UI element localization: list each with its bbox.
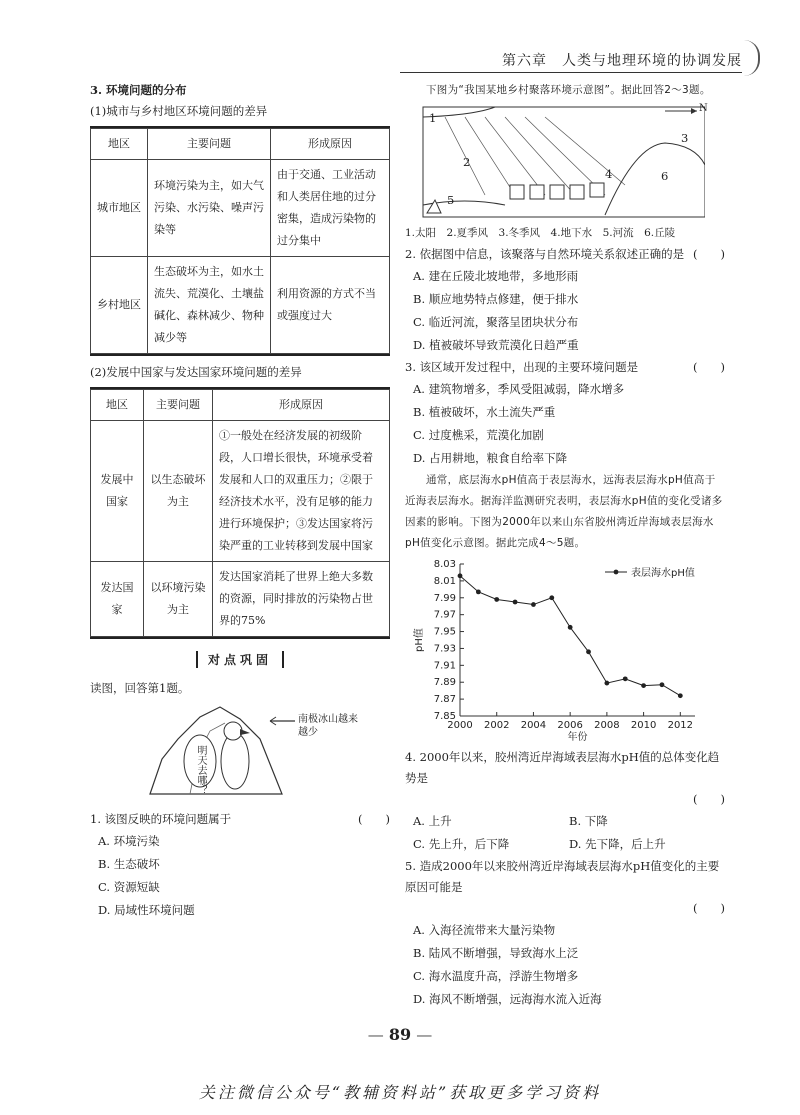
question-3-stem bbox=[405, 357, 725, 378]
subheading-2: (2)发展中国家与发达国家环境问题的差异 bbox=[90, 365, 302, 379]
option-b[interactable]: B. 下降 bbox=[569, 814, 608, 828]
legend-marker bbox=[614, 570, 619, 575]
table-cell: 发展中国家 bbox=[91, 421, 144, 562]
x-tick-label: 2002 bbox=[483, 720, 510, 731]
y-tick-label: 7.97 bbox=[433, 609, 456, 621]
data-point bbox=[660, 682, 665, 687]
y-tick-label: 7.85 bbox=[433, 711, 456, 722]
urban-rural-table bbox=[90, 126, 390, 356]
answer-blank[interactable]: ( ) bbox=[358, 812, 390, 826]
series-line bbox=[460, 576, 680, 696]
option-c[interactable]: C. 过度樵采，荒漠化加剧 bbox=[413, 428, 544, 442]
data-point bbox=[641, 683, 646, 688]
diagram-num-1: 1 bbox=[429, 111, 437, 125]
y-tick-label: 7.95 bbox=[433, 626, 456, 638]
practice-label-text: 对点巩固 bbox=[196, 651, 284, 668]
y-tick-label: 7.99 bbox=[433, 592, 456, 604]
diagram-num-3: 3 bbox=[681, 131, 689, 145]
data-point bbox=[513, 600, 518, 605]
diagram-num-6: 6 bbox=[661, 169, 669, 183]
table-header: 地区 bbox=[91, 390, 144, 421]
data-point bbox=[678, 693, 683, 698]
table-cell: 以环境污染为主 bbox=[144, 562, 213, 637]
question-4-stem bbox=[405, 747, 725, 789]
table-cell: 利用资源的方式不当或强度过大 bbox=[271, 257, 390, 354]
x-tick-label: 2006 bbox=[557, 720, 583, 731]
question-text: 3. 该区域开发过程中，出现的主要环境问题是 bbox=[405, 360, 639, 374]
x-tick-label: 2004 bbox=[520, 720, 547, 731]
data-point bbox=[494, 597, 499, 602]
north-arrow-label: N bbox=[699, 103, 708, 114]
table-header: 形成原因 bbox=[213, 390, 390, 421]
option-b[interactable]: B. 陆风不断增强，导致海水上泛 bbox=[413, 946, 579, 960]
passage-text: 通常，底层海水pH值高于表层海水，远海表层海水pH值高于近海表层海水。据海洋监测研究表明，表层海水pH值的变化受诸多因素的影响。下图为2000年以来山东省胶州湾近岸海域表层海水pH值变化示意图。据此完成4～5题。 bbox=[405, 474, 723, 549]
page-number: 89 bbox=[388, 1025, 412, 1044]
option-b[interactable]: B. 植被破坏，水土流失严重 bbox=[413, 405, 556, 419]
table-cell: 发达国家消耗了世界上绝大多数的资源，同时排放的污染物占世界的75% bbox=[213, 562, 390, 637]
option-a[interactable]: A. 入海径流带来大量污染物 bbox=[413, 923, 556, 937]
option-c[interactable]: C. 临近河流，聚落呈团块状分布 bbox=[413, 315, 579, 329]
ph-line-chart bbox=[405, 554, 715, 744]
section-title: 3. 环境问题的分布 bbox=[90, 83, 187, 97]
option-c[interactable]: C. 先上升，后下降 bbox=[413, 837, 510, 851]
table-row bbox=[91, 421, 390, 562]
option-d[interactable]: D. 海风不断增强，远海海水流入近海 bbox=[413, 992, 602, 1006]
practice-section-label bbox=[90, 651, 390, 668]
answer-blank[interactable]: ( ) bbox=[693, 901, 725, 915]
left-column bbox=[90, 80, 390, 922]
table-cell: 生态破坏为主，如水土流失、荒漠化、土壤盐碱化、森林减少、物种减少等 bbox=[148, 257, 271, 354]
question-text: 1. 该图反映的环境问题属于 bbox=[90, 812, 232, 826]
option-d[interactable]: D. 植被破坏导致荒漠化日趋严重 bbox=[413, 338, 579, 352]
diagram-num-4: 4 bbox=[605, 167, 613, 181]
question-text: 2. 依据图中信息，该聚落与自然环境关系叙述正确的是 bbox=[405, 247, 685, 261]
data-point bbox=[604, 681, 609, 686]
legend-label: 表层海水pH值 bbox=[631, 568, 695, 579]
table-header: 主要问题 bbox=[144, 390, 213, 421]
chapter-header: 第六章 人类与地理环境的协调发展 bbox=[502, 53, 742, 69]
iceberg-label: 南极冰山越来越少 bbox=[298, 714, 358, 738]
y-tick-label: 8.01 bbox=[433, 575, 456, 587]
options-row bbox=[405, 810, 725, 833]
option-a[interactable]: A. 环境污染 bbox=[98, 834, 160, 848]
page-dash-left: — bbox=[367, 1025, 389, 1044]
table-header: 形成原因 bbox=[271, 129, 390, 160]
diagram-num-5: 5 bbox=[447, 193, 455, 207]
penguin-cartoon bbox=[90, 699, 390, 799]
option-a[interactable]: A. 建筑物增多，季风受阻减弱，降水增多 bbox=[413, 382, 625, 396]
option-b[interactable]: B. 顺应地势特点修建，便于排水 bbox=[413, 292, 579, 306]
table-row bbox=[91, 562, 390, 637]
intro-text: 下图为“我国某地乡村聚落环境示意图”。据此回答2～3题。 bbox=[426, 84, 711, 96]
question-5-blank-row bbox=[405, 898, 725, 919]
y-tick-label: 7.93 bbox=[433, 643, 456, 655]
diagram-num-2: 2 bbox=[463, 155, 471, 169]
y-tick-label: 7.91 bbox=[433, 660, 456, 672]
x-tick-label: 2000 bbox=[447, 720, 473, 731]
table-cell: 乡村地区 bbox=[91, 257, 148, 354]
header-rule bbox=[400, 72, 742, 73]
table-cell: ①一般处在经济发展的初级阶段，人口增长很快，环境承受着发展和人口的双重压力；②限于经济技术水平，没有足够的能力进行环境保护；③发达国家将污染严重的工业转移到发展中国家 bbox=[213, 421, 390, 562]
y-tick-label: 7.89 bbox=[433, 677, 456, 689]
right-column bbox=[405, 80, 725, 1011]
options-row bbox=[405, 833, 725, 856]
option-c[interactable]: C. 资源短缺 bbox=[98, 880, 160, 894]
header-bracket-mark bbox=[744, 40, 760, 76]
x-axis-label: 年份 bbox=[567, 732, 588, 743]
question-text: 4. 2000年以来，胶州湾近岸海域表层海水pH值的总体变化趋势是 bbox=[405, 750, 720, 785]
data-point bbox=[568, 625, 573, 630]
table-cell: 发达国家 bbox=[91, 562, 144, 637]
x-tick-label: 2012 bbox=[667, 720, 694, 731]
table-cell: 以生态破坏为主 bbox=[144, 421, 213, 562]
y-tick-label: 8.03 bbox=[433, 559, 456, 570]
data-point bbox=[476, 589, 481, 594]
developing-developed-table bbox=[90, 387, 390, 639]
question-text: 5. 造成2000年以来胶州湾近岸海域表层海水pH值变化的主要原因可能是 bbox=[405, 859, 720, 894]
table-cell: 由于交通、工业活动和人类居住地的过分密集，造成污染物的过分集中 bbox=[271, 160, 390, 257]
option-d[interactable]: D. 先下降，后上升 bbox=[569, 837, 666, 851]
data-point bbox=[549, 595, 554, 600]
option-c[interactable]: C. 海水温度升高，浮游生物增多 bbox=[413, 969, 579, 983]
question-2-stem bbox=[405, 244, 725, 265]
option-a[interactable]: A. 建在丘陵北坡地带，多地形雨 bbox=[413, 269, 579, 283]
data-point bbox=[531, 602, 536, 607]
option-a[interactable]: A. 上升 bbox=[413, 814, 452, 828]
speech-bubble-text: 明天去哪？ bbox=[195, 745, 206, 795]
question-1-stem bbox=[90, 809, 390, 830]
y-tick-label: 7.87 bbox=[433, 694, 456, 706]
village-diagram bbox=[405, 105, 725, 223]
option-b[interactable]: B. 生态破坏 bbox=[98, 857, 160, 871]
data-point bbox=[458, 573, 463, 578]
read-prompt: 读图，回答第1题。 bbox=[90, 681, 190, 695]
diagram-legend: 1.太阳 2.夏季风 3.冬季风 4.地下水 5.河流 6.丘陵 bbox=[405, 227, 676, 239]
option-d[interactable]: D. 局域性环境问题 bbox=[98, 903, 195, 917]
answer-blank[interactable]: ( ) bbox=[693, 360, 725, 374]
table-cell: 城市地区 bbox=[91, 160, 148, 257]
page-number-row bbox=[0, 1025, 800, 1044]
question-4-blank-row bbox=[405, 789, 725, 810]
data-point bbox=[586, 649, 591, 654]
subheading-1: (1)城市与乡村地区环境问题的差异 bbox=[90, 104, 268, 118]
data-point bbox=[623, 676, 628, 681]
x-tick-label: 2008 bbox=[594, 720, 620, 731]
table-row bbox=[91, 160, 390, 257]
table-cell: 环境污染为主，如大气污染、水污染、噪声污染等 bbox=[148, 160, 271, 257]
y-axis-label: pH值 bbox=[414, 628, 425, 652]
table-header: 主要问题 bbox=[148, 129, 271, 160]
page-dash-right: — bbox=[411, 1025, 433, 1044]
option-d[interactable]: D. 占用耕地，粮食自给率下降 bbox=[413, 451, 568, 465]
answer-blank[interactable]: ( ) bbox=[693, 792, 725, 806]
answer-blank[interactable]: ( ) bbox=[693, 247, 725, 261]
footer-note: 关注微信公众号“教辅资料站”获取更多学习资料 bbox=[198, 1083, 602, 1102]
table-row bbox=[91, 257, 390, 354]
question-5-stem bbox=[405, 856, 725, 898]
table-header: 地区 bbox=[91, 129, 148, 160]
x-tick-label: 2010 bbox=[630, 720, 657, 731]
